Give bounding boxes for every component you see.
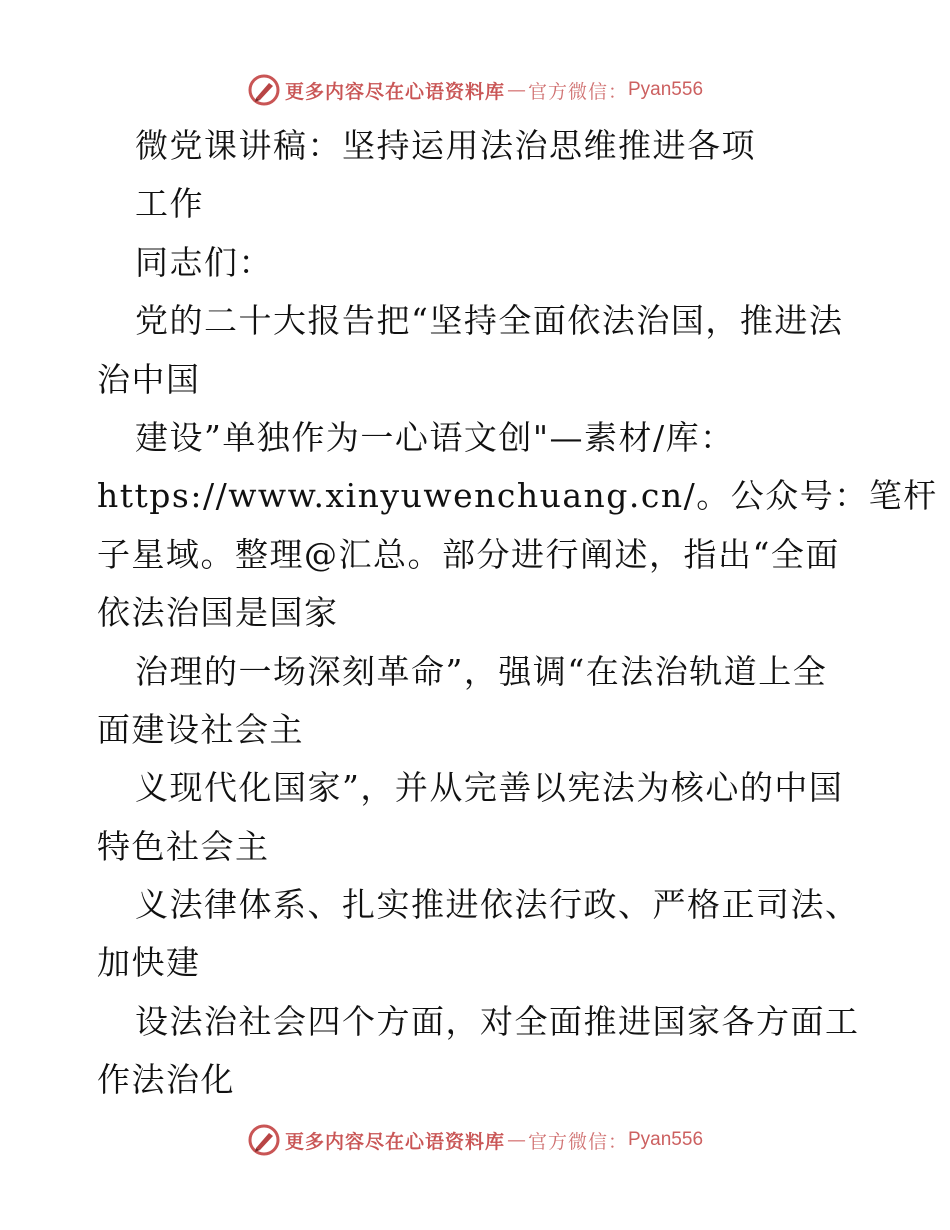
paragraph-line: 依法治国是国家 — [97, 593, 339, 633]
paragraph-line: 设法治社会四个方面，对全面推进国家各方面工 — [135, 1001, 860, 1041]
banner-wechat-id: Pyan556 — [628, 1129, 704, 1150]
header-watermark — [0, 70, 950, 110]
document-body — [97, 117, 938, 1110]
document-title-line-1: 微党课讲稿：坚持运用法治思维推进各项 — [135, 126, 756, 165]
banner-dash: — — [506, 79, 526, 101]
paragraph-line: https://www.xinyuwenchuang.cn/。公众号：笔杆 — [97, 476, 938, 516]
paragraph-line: 建设”单独作为一心语文创"—素材/库： — [135, 417, 735, 457]
paragraph-line: 子星域。整理@汇总。部分进行阐述，指出“全面 — [97, 534, 840, 574]
pen-in-circle-logo-icon — [247, 1123, 281, 1157]
banner-wechat-label: 官方微信： — [527, 80, 628, 103]
paragraph-line: 治理的一场深刻革命”，强调“在法治轨道上全 — [135, 651, 828, 691]
banner-title: 更多内容尽在心语资料库 — [284, 1130, 505, 1153]
banner-wechat-label: 官方微信： — [527, 1130, 628, 1153]
footer-watermark — [0, 1120, 950, 1160]
pen-in-circle-logo-icon — [247, 73, 281, 107]
paragraph-line: 义法律体系、扎实推进依法行政、严格正司法、 — [135, 885, 860, 925]
paragraph-line: 党的二十大报告把“坚持全面依法治国，推进法 — [135, 301, 844, 341]
banner-dash: — — [506, 1129, 526, 1151]
document-title-line-2: 工作 — [135, 184, 204, 224]
paragraph-line: 作法治化 — [97, 1060, 235, 1100]
paragraph-line: 治中国 — [97, 359, 201, 399]
salutation: 同志们： — [135, 242, 273, 282]
paragraph-line: 加快建 — [97, 943, 201, 983]
banner-wechat-id: Pyan556 — [628, 79, 704, 100]
paragraph-line: 义现代化国家”，并从完善以宪法为核心的中国 — [135, 768, 844, 808]
banner-title: 更多内容尽在心语资料库 — [284, 80, 505, 103]
paragraph-line: 面建设社会主 — [97, 709, 304, 749]
paragraph-line: 特色社会主 — [97, 826, 270, 866]
